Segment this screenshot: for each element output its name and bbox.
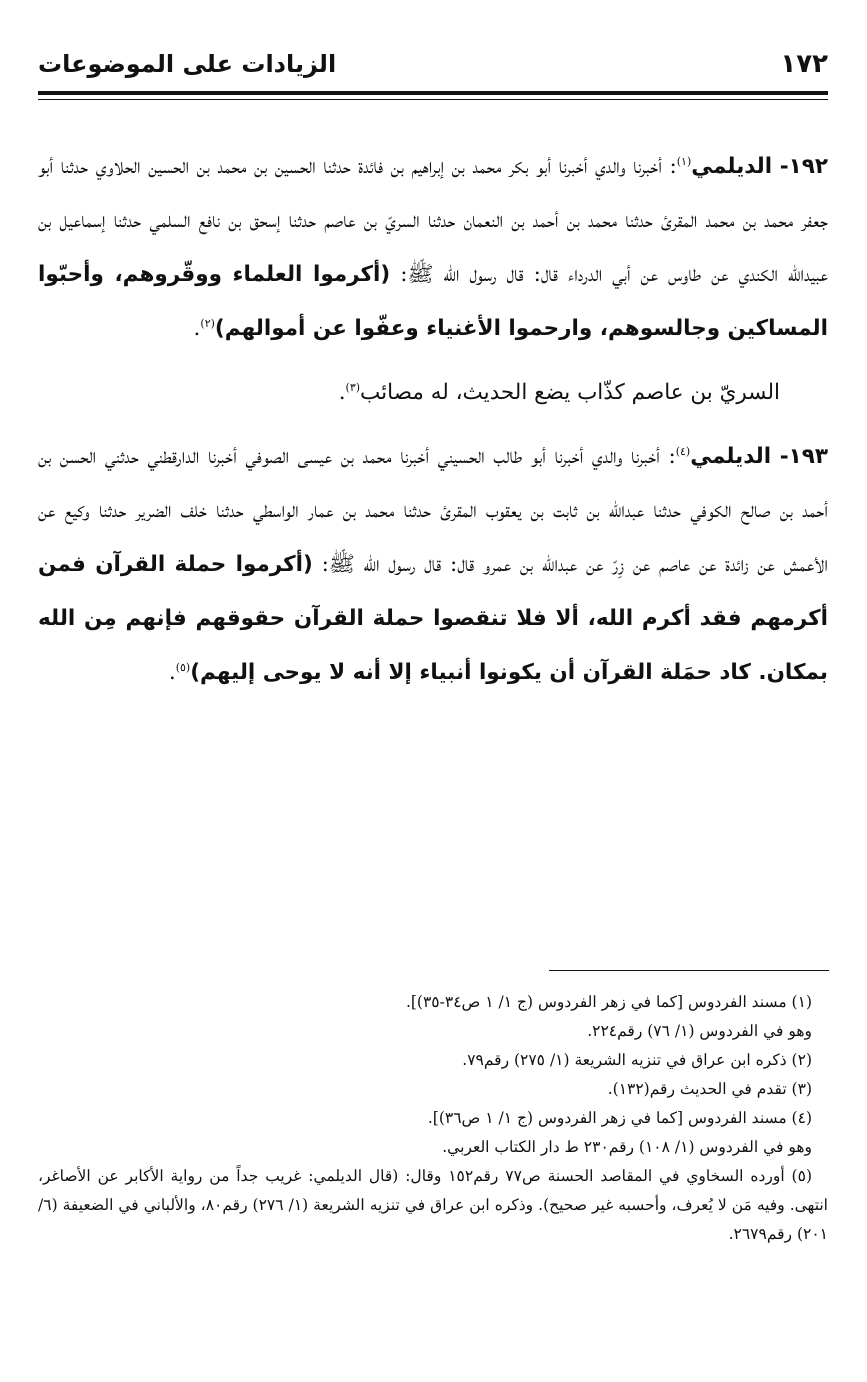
footnote-marker[interactable]: (١) [676,154,692,168]
entry-number: ١٩٢- [779,154,828,179]
comment-text: السريّ بن عاصم كذّاب يضع الحديث، له مصائب [360,380,780,405]
footnote-marker[interactable]: (٥) [175,660,191,674]
footnote-divider [549,970,829,971]
running-title: الزيادات على الموضوعات [38,50,337,78]
end-punct: . [193,316,201,341]
footnote-line: (٢) ذكره ابن عراق في تنزيه الشريعة (١/ ٢٧٥) رقم٧٩. [462,1051,812,1069]
source-name: الديلمي [690,444,772,469]
hadith-entry-193 [38,430,828,700]
hadith-text: (أكرموا حملة القرآن فمن أكرمهم فقد أكرم الله، ألا فلا تنقصوا حملة القرآن حقوقهم فإنهم مِن الله بمكان. كاد حمَلة القرآن أن يكونوا أنبياء إلا أنه لا يوحى إليهم) [38,552,828,685]
source-name: الديلمي [691,154,773,179]
header-rule-thick [38,91,828,95]
footnote-line: (٥) أورده السخاوي في المقاصد الحسنة ص٧٧ رقم١٥٢ وقال: (قال الديلمي: غريب جداً من رواية الأكابر عن الأصاغر، انتهى. وفيه مَن لا يُعرف، وأحسبه غير صحيح). وذكره ابن عراق في تنزيه الشريعة (١/ ٢٧٦) رقم٨٠، والألباني في الضعيفة (٦/ ٢٠١) رقم٢٦٧٩. [38,1167,828,1243]
isnad-text: : أخبرنا والدي أخبرنا أبو طالب الحسيني أخبرنا محمد بن عيسى الصوفي أخبرنا الدارقطني حدثني الحسن بن أحمد بن صالح الكوفي حدثنا عبدالله بن ثابت بن يعقوب المقرئ حدثنا محمد بن عمار الواسطي حدثنا خلف الضرير حدثنا وكيع عن الأعمش عن زائدة عن عاصم عن زِرّ عن عبدالله بن عمرو قال: قال رسول الله ﷺ: [38,444,828,577]
footnote-line: (١) مسند الفردوس [كما في زهر الفردوس (ج ١/ ١ ص٣٤-٣٥)]. [405,993,812,1011]
header-rule-thin [38,99,828,100]
end-punct: . [338,380,346,405]
footnote-marker[interactable]: (٢) [200,316,215,330]
hadith-comment-192 [38,366,828,420]
hadith-text: (أكرموا العلماء ووقّروهم، وأحبّوا المساكين وجالسوهم، وارحموا الأغنياء وعفّوا عن أموالهم) [38,262,828,341]
isnad-text: : أخبرنا والدي أخبرنا أبو بكر محمد بن إبراهيم بن فائدة حدثنا الحسين بن محمد بن الحسين الحلاوي حدثنا أبو جعفر محمد بن محمد المقرئ حدثنا محمد بن أحمد بن النعمان حدثنا السريّ بن عاصم حدثنا إسحق بن نافع السلمي حدثنا إسماعيل بن عبيدالله الكندي عن طاوس عن أبي الدرداء قال: قال رسول الله ﷺ: [38,154,828,287]
end-punct: . [168,660,176,685]
footnotes [38,988,828,1249]
footnote-line: وهو في الفردوس (١/ ١٠٨) رقم٢٣٠ ط دار الكتاب العربي. [442,1138,812,1156]
page-number: ١٧٢ [780,49,828,79]
footnote-marker[interactable]: (٣) [345,380,361,394]
hadith-entry-192 [38,140,828,356]
footnote-line: (٤) مسند الفردوس [كما في زهر الفردوس (ج ١/ ١ ص٣٦)]. [427,1109,812,1127]
footnote-line: (٣) تقدم في الحديث رقم(١٣٢). [607,1080,812,1098]
page-header [38,44,828,84]
footnote-line: وهو في الفردوس (١/ ٧٦) رقم٢٢٤. [587,1022,812,1040]
entry-number: ١٩٣- [779,444,828,469]
main-text [38,140,828,710]
footnote-marker[interactable]: (٤) [675,444,691,458]
